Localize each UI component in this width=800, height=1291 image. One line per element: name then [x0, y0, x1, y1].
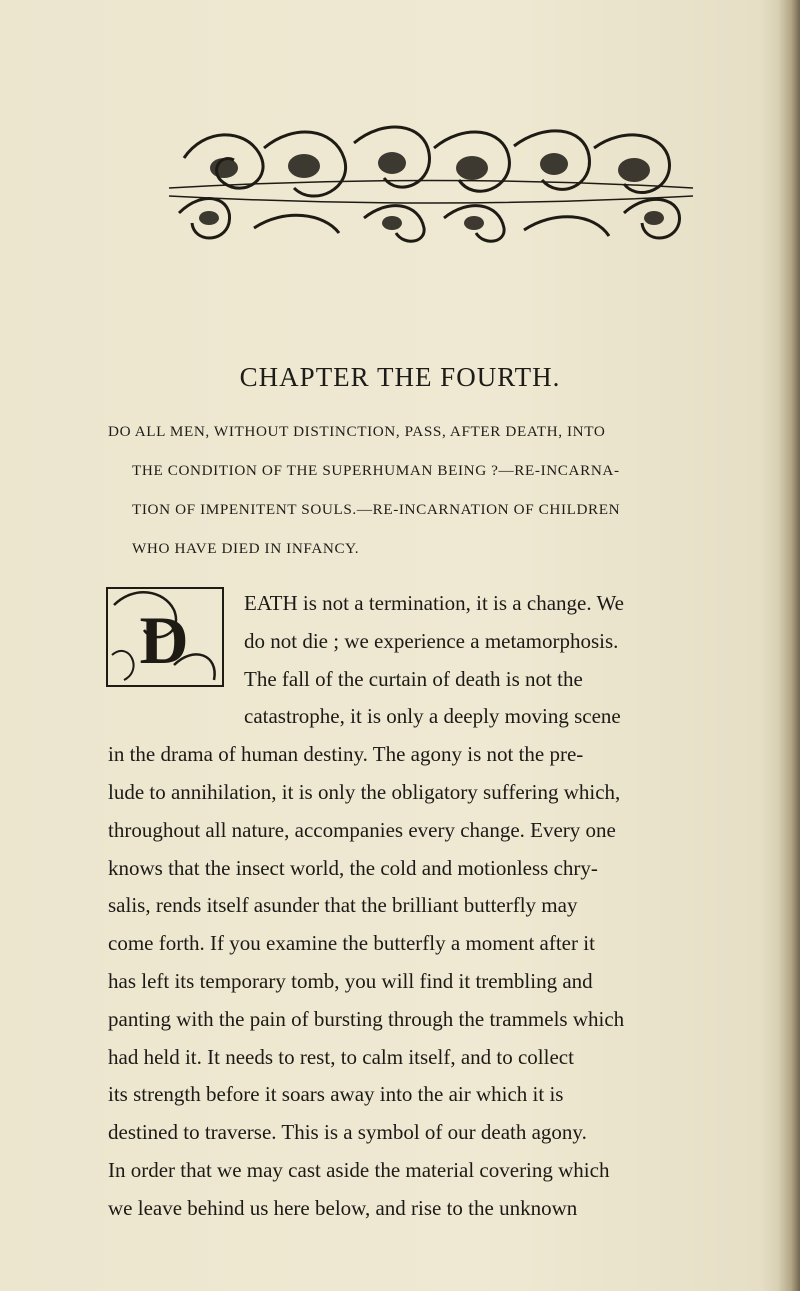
body-line: knows that the insect world, the cold and motionless chry-	[108, 855, 598, 880]
ornamental-headpiece	[164, 118, 698, 250]
body-line: throughout all nature, accompanies every change. Every one	[108, 817, 616, 842]
body-line: we leave behind us here below, and rise to the unknown	[108, 1195, 578, 1220]
body-line: EATH is not a termination, it is a change. We	[244, 591, 624, 615]
body-line: panting with the pain of bursting through the trammels which	[108, 1006, 625, 1031]
body-text	[108, 585, 741, 1228]
body-line: come forth. If you examine the butterfly a moment after it	[108, 931, 595, 956]
body-line: had held it. It needs to rest, to calm itself, and to collect	[108, 1044, 574, 1069]
body-line: in the drama of human destiny. The agony is not the pre-	[108, 742, 584, 767]
body-line: catastrophe, it is only a deeply moving scene	[244, 704, 621, 729]
body-line: salis, rends itself asunder that the brilliant butterfly may	[108, 893, 578, 918]
body-line: has left its temporary tomb, you will find it trembling and	[108, 968, 593, 993]
body-line: In order that we may cast aside the material covering which	[108, 1157, 610, 1182]
drop-cap-letter: D	[139, 602, 189, 678]
chapter-summary	[108, 412, 738, 568]
chapter-title: CHAPTER THE FOURTH.	[239, 362, 561, 392]
body-line: its strength before it soars away into the air which it is	[108, 1082, 564, 1107]
body-line: The fall of the curtain of death is not the	[244, 666, 583, 691]
body-line: destined to traverse. This is a symbol of our death agony.	[108, 1120, 587, 1145]
body-line: lude to annihilation, it is only the obligatory suffering which,	[108, 779, 621, 804]
page-edge-shadow	[778, 0, 800, 1291]
summary-line: DO ALL MEN, WITHOUT DISTINCTION, PASS, AFTER DEATH, INTO	[108, 423, 606, 440]
summary-line: WHO HAVE DIED IN INFANCY.	[132, 540, 360, 557]
summary-line: THE CONDITION OF THE SUPERHUMAN BEING ?—RE-INCARNA-	[132, 462, 620, 479]
summary-line: TION OF IMPENITENT SOULS.—RE-INCARNATION OF CHILDREN	[132, 501, 621, 518]
body-line: do not die ; we experience a metamorphosis.	[244, 628, 619, 653]
